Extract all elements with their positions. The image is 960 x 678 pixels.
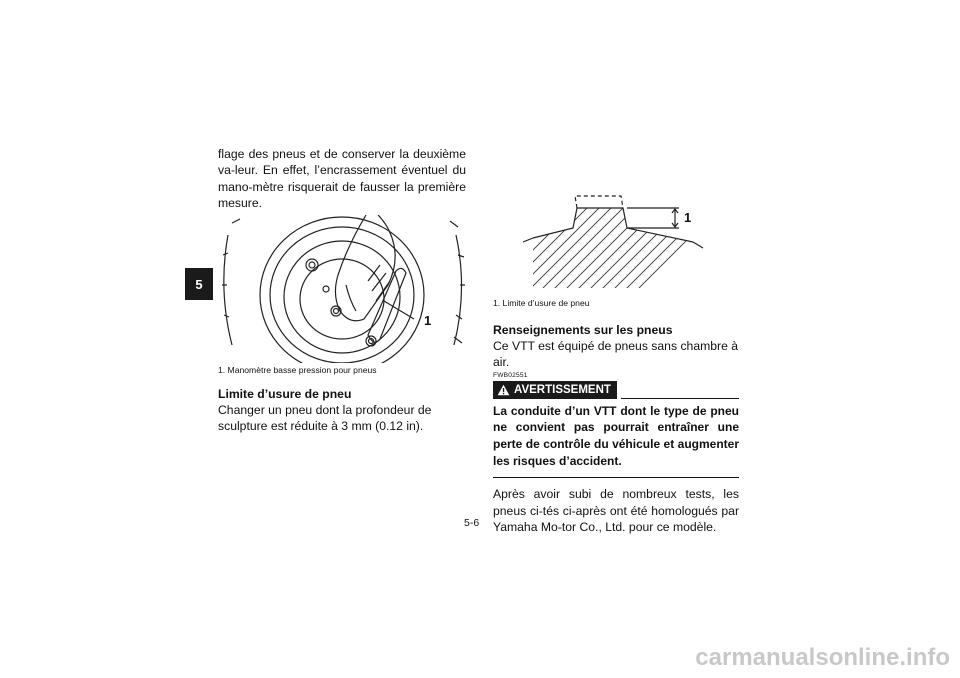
approved-tires-paragraph: Après avoir subi de nombreux tests, les pneus ci-tés ci-après ont été homologués par Yamaha Mo-tor Co., Ltd. pour ce modèle. — [493, 487, 739, 534]
warning-text: La conduite d’un VTT dont le type de pneu ne convient pas pourrait entraîner une perte de contrôle du véhicule et augmenter les risques d’accident. — [493, 403, 739, 468]
wear-limit-paragraph: Changer un pneu dont la profondeur de sculpture est réduite à 3 mm (0.12 in). — [218, 402, 432, 434]
gauge-callout-number: 1 — [424, 312, 432, 328]
watermark: carmanualsonline.info — [695, 644, 950, 671]
tire-info-subline: Ce VTT est équipé de pneus sans chambre à air. — [493, 339, 739, 370]
wear-figure-caption: 1. Limite d’usure de pneu — [493, 298, 590, 308]
gauge-figure-caption: 1. Manomètre basse pression pour pneus — [218, 364, 377, 375]
warning-header — [493, 381, 739, 399]
wear-limit-heading: Limite d’usure de pneu — [218, 386, 352, 401]
chapter-tab: 5 — [185, 268, 213, 300]
warning-end-rule — [493, 477, 739, 478]
intro-paragraph: flage des pneus et de conserver la deuxième va-leur. En effet, l’encrassement éventuel du mano-mètre risquerait de fausser la première mesure. — [218, 147, 466, 211]
wheel-gauge-illustration — [218, 215, 466, 363]
pressure-gauge-figure — [218, 215, 466, 363]
wear-callout-number: 1 — [684, 210, 692, 225]
warning-triangle-icon — [497, 384, 510, 396]
warning-label: AVERTISSEMENT — [514, 383, 611, 396]
warning-code: FWB02551 — [493, 371, 528, 379]
tire-info-heading: Renseignements sur les pneus — [493, 323, 673, 337]
warning-header-rule — [621, 398, 739, 399]
page-number: 5-6 — [464, 517, 480, 529]
warning-badge — [493, 381, 617, 399]
left-column — [218, 146, 466, 434]
right-column — [493, 176, 739, 535]
tread-wear-figure — [493, 176, 739, 288]
tread-wear-illustration — [493, 176, 739, 288]
